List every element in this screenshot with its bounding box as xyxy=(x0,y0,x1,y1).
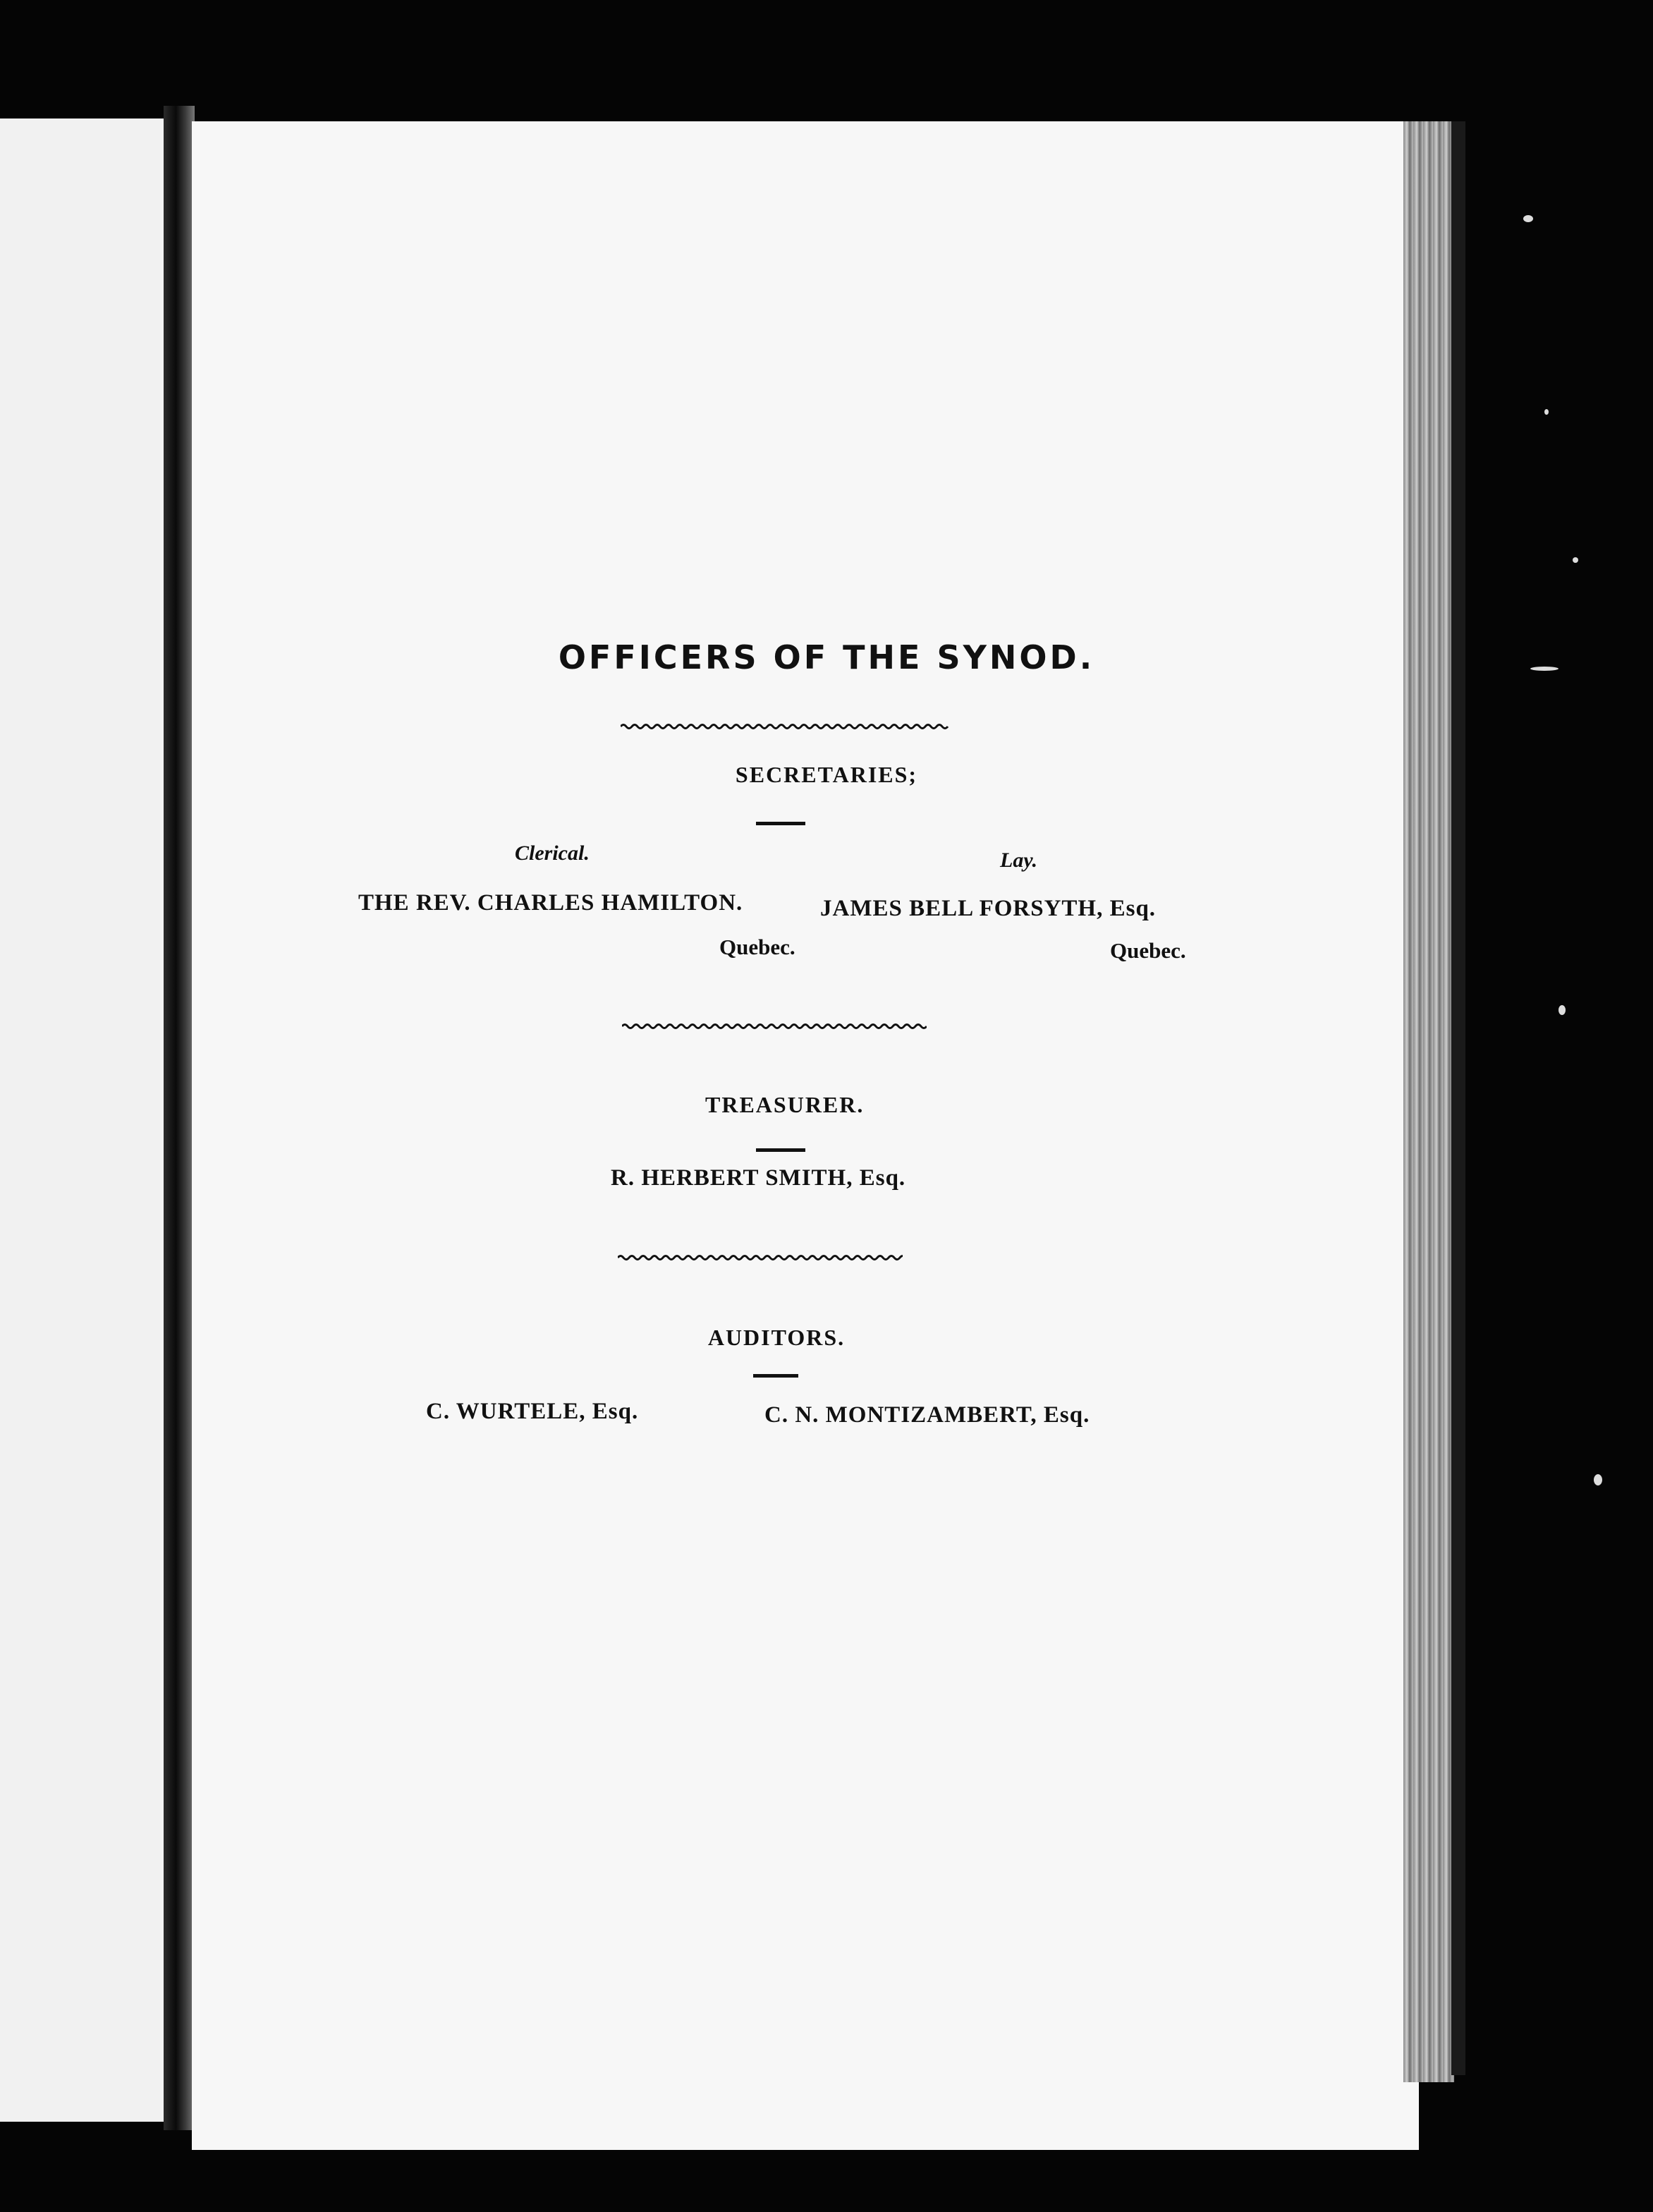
lay-label: Lay. xyxy=(1000,849,1038,872)
clerical-secretary-place: Quebec. xyxy=(719,935,795,959)
auditor-name: C. N. MONTIZAMBERT, Esq. xyxy=(764,1402,1090,1428)
short-rule xyxy=(756,822,805,825)
auditor-name: C. WURTELE, Esq. xyxy=(426,1399,639,1424)
facing-page xyxy=(0,119,173,2122)
page xyxy=(192,121,1419,2150)
treasurer-heading: TREASURER. xyxy=(705,1092,865,1117)
treasurer-name: R. HERBERT SMITH, Esq. xyxy=(611,1165,906,1191)
auditors-heading: AUDITORS. xyxy=(707,1325,846,1350)
book-edge-shadow xyxy=(1451,121,1465,2075)
clerical-secretary-name: THE REV. CHARLES HAMILTON. xyxy=(358,890,743,916)
short-rule xyxy=(753,1374,798,1378)
lay-secretary-name: JAMES BELL FORSYTH, Esq. xyxy=(820,896,1157,921)
secretaries-heading: SECRETARIES; xyxy=(735,762,918,787)
page-edges xyxy=(1403,121,1454,2082)
clerical-label: Clerical. xyxy=(515,841,590,865)
ornamental-rule xyxy=(621,723,951,730)
ornamental-rule xyxy=(622,1023,927,1030)
page-title: OFFICERS OF THE SYNOD. xyxy=(558,638,1095,676)
short-rule xyxy=(756,1148,805,1152)
lay-secretary-place: Quebec. xyxy=(1110,938,1186,963)
book-gutter xyxy=(164,106,195,2130)
ornamental-rule xyxy=(618,1254,903,1261)
